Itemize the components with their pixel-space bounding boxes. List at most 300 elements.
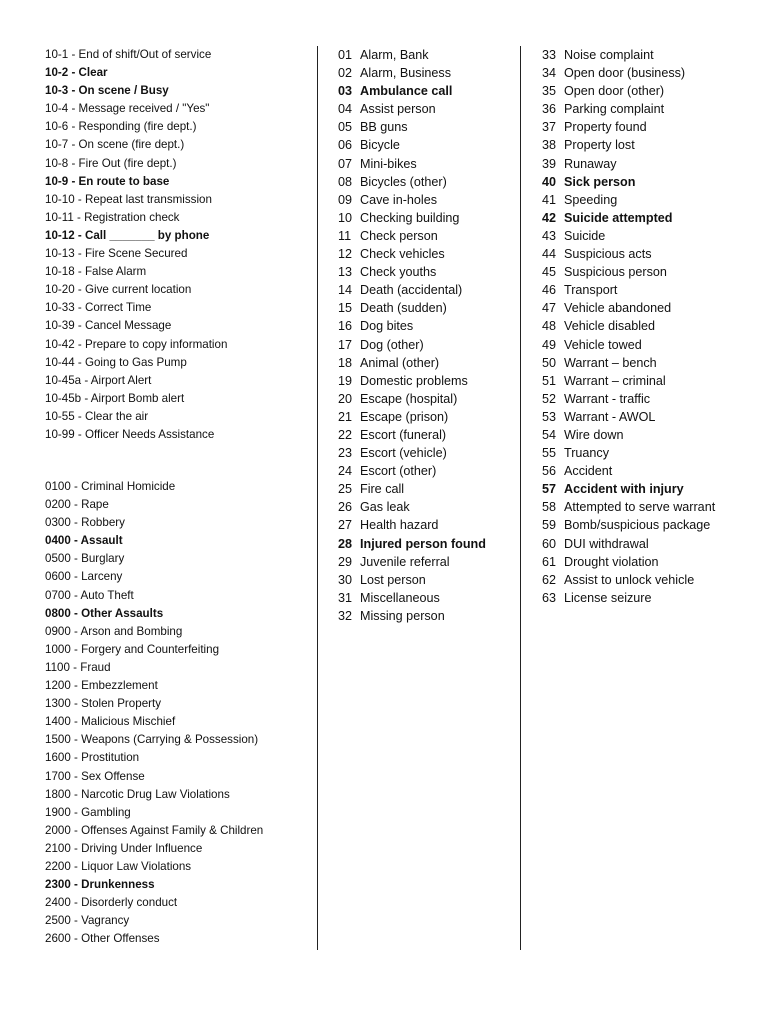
call-code-entry: [338, 263, 516, 281]
call-code-number: 04: [338, 102, 353, 117]
code-separator: -: [70, 570, 82, 584]
call-code-number: 29: [338, 554, 353, 569]
call-code-number: 34: [542, 66, 557, 81]
code-separator: -: [74, 228, 85, 242]
code-entry: [45, 281, 307, 299]
code-number: 0700: [45, 588, 71, 602]
code-entry: [45, 713, 307, 731]
code-separator: -: [70, 588, 81, 602]
call-code-number: 08: [338, 174, 353, 189]
call-code-number: 60: [542, 536, 557, 551]
call-code-number: 18: [338, 355, 353, 370]
code-entry: [45, 532, 307, 550]
code-description: Rape: [81, 498, 109, 512]
code-number: 0500: [45, 552, 71, 566]
call-code-description: Warrant – bench: [564, 355, 657, 370]
call-code-entry: [338, 607, 516, 625]
call-code-entry: [338, 173, 516, 191]
call-code-description: Gas leak: [360, 500, 410, 515]
call-code-description: Miscellaneous: [360, 590, 440, 605]
call-code-number: 54: [542, 427, 557, 442]
code-description: Correct Time: [84, 301, 152, 315]
code-number: 10-6: [45, 120, 69, 134]
call-code-number: 09: [338, 192, 353, 207]
code-description: Liquor Law Violations: [81, 859, 192, 873]
code-description: Give current location: [84, 283, 192, 297]
code-entry: [45, 191, 307, 209]
call-code-description: Juvenile referral: [360, 554, 450, 569]
code-entry: [45, 336, 307, 354]
call-code-number: 48: [542, 319, 557, 334]
call-code-number: 05: [338, 120, 353, 135]
call-code-number: 51: [542, 373, 557, 388]
offense-codes-list: [45, 478, 307, 948]
code-number: 0900: [45, 624, 71, 638]
call-code-entry: [542, 64, 762, 82]
call-code-entry: [338, 100, 516, 118]
call-code-entry: [542, 100, 762, 118]
code-description: Disorderly conduct: [81, 896, 178, 910]
call-code-description: Check person: [360, 228, 438, 243]
call-code-number: 62: [542, 572, 557, 587]
call-code-entry: [338, 553, 516, 571]
code-number: 10-99: [45, 427, 75, 441]
code-number: 1700: [45, 769, 71, 783]
code-description: Cancel Message: [84, 319, 172, 333]
code-separator: -: [70, 859, 82, 873]
call-code-description: Transport: [564, 283, 618, 298]
call-code-description: Property found: [564, 120, 647, 135]
call-code-number: 37: [542, 120, 557, 135]
call-code-description: Vehicle abandoned: [564, 301, 672, 316]
code-description: Clear the air: [84, 409, 149, 423]
code-description: On scene / Busy: [78, 84, 169, 98]
code-separator: -: [70, 715, 82, 729]
call-code-entry: [542, 408, 762, 426]
code-separator: -: [70, 516, 82, 530]
call-code-entry: [338, 299, 516, 317]
call-code-description: Dog (other): [360, 337, 424, 352]
code-number: 10-8: [45, 156, 69, 170]
call-codes-list-a: [338, 46, 516, 625]
code-entry: [45, 677, 307, 695]
code-entry: [45, 876, 307, 894]
call-code-entry: [338, 209, 516, 227]
code-description: Call _______ by phone: [84, 228, 210, 242]
code-description: Fire Out (fire dept.): [78, 156, 177, 170]
code-number: 2400: [45, 896, 71, 910]
call-code-entry: [542, 245, 762, 263]
code-entry: [45, 550, 307, 568]
call-code-entry: [338, 571, 516, 589]
call-code-description: Health hazard: [360, 518, 439, 533]
call-code-number: 58: [542, 500, 557, 515]
call-code-number: 41: [542, 192, 557, 207]
code-number: 10-20: [45, 283, 75, 297]
code-number: 1500: [45, 733, 71, 747]
call-code-number: 35: [542, 84, 557, 99]
code-separator: -: [74, 192, 85, 206]
call-code-number: 19: [338, 373, 353, 388]
code-description: Sex Offense: [81, 769, 145, 783]
call-code-entry: [542, 191, 762, 209]
call-code-description: Checking building: [360, 210, 460, 225]
call-code-description: Open door (business): [564, 66, 686, 81]
code-description: Repeat last transmission: [84, 192, 212, 206]
code-description: Prepare to copy information: [84, 337, 228, 351]
code-entry: [45, 100, 307, 118]
call-code-entry: [338, 480, 516, 498]
code-number: 1900: [45, 805, 71, 819]
code-entry: [45, 372, 307, 390]
call-code-number: 52: [542, 391, 557, 406]
call-code-entry: [542, 535, 762, 553]
call-code-number: 17: [338, 337, 353, 352]
call-code-number: 63: [542, 590, 557, 605]
call-code-number: 44: [542, 247, 557, 262]
call-code-description: Assist to unlock vehicle: [564, 572, 695, 587]
call-code-entry: [542, 426, 762, 444]
call-code-number: 27: [338, 518, 353, 533]
call-code-description: Suicide attempted: [564, 210, 673, 225]
code-separator: -: [70, 679, 82, 693]
code-description: Narcotic Drug Law Violations: [81, 787, 230, 801]
call-code-number: 59: [542, 518, 557, 533]
code-number: 2500: [45, 914, 71, 928]
column-divider: [317, 46, 318, 950]
call-code-entry: [542, 155, 762, 173]
code-separator: -: [70, 498, 82, 512]
call-code-number: 20: [338, 391, 353, 406]
code-description: Larceny: [81, 570, 123, 584]
call-code-description: BB guns: [360, 120, 408, 135]
call-code-entry: [542, 118, 762, 136]
code-separator: -: [70, 914, 82, 928]
code-number: 10-7: [45, 138, 69, 152]
code-description: Weapons (Carrying & Possession): [81, 733, 259, 747]
call-code-description: Fire call: [360, 482, 405, 497]
call-code-entry: [542, 46, 762, 64]
call-code-entry: [338, 281, 516, 299]
call-code-description: Vehicle disabled: [564, 319, 656, 334]
code-description: Officer Needs Assistance: [84, 427, 215, 441]
code-description: Malicious Mischief: [81, 715, 176, 729]
call-code-number: 47: [542, 301, 557, 316]
code-separator: -: [70, 823, 82, 837]
call-code-entry: [338, 390, 516, 408]
call-code-entry: [542, 317, 762, 335]
code-description: Other Offenses: [81, 932, 160, 946]
call-code-number: 38: [542, 138, 557, 153]
code-entry: [45, 840, 307, 858]
code-number: 10-45a: [45, 373, 82, 387]
code-description: End of shift/Out of service: [78, 48, 212, 61]
code-number: 10-10: [45, 192, 75, 206]
call-code-number: 26: [338, 500, 353, 515]
call-code-description: Sick person: [564, 174, 636, 189]
code-separator: -: [74, 337, 85, 351]
code-entry: [45, 82, 307, 100]
call-code-entry: [542, 462, 762, 480]
code-entry: [45, 299, 307, 317]
code-entry: [45, 390, 307, 408]
code-separator: -: [70, 841, 82, 855]
call-code-entry: [542, 553, 762, 571]
call-code-description: Escort (funeral): [360, 427, 447, 442]
code-entry: [45, 568, 307, 586]
code-entry: [45, 768, 307, 786]
code-number: 2300: [45, 878, 71, 892]
code-entry: [45, 227, 307, 245]
code-entry: [45, 263, 307, 281]
code-number: 10-11: [45, 210, 74, 224]
call-code-number: 31: [338, 590, 353, 605]
call-code-description: Check youths: [360, 265, 437, 280]
call-code-description: Missing person: [360, 608, 445, 623]
code-entry: [45, 173, 307, 191]
call-code-entry: [338, 64, 516, 82]
code-number: 10-2: [45, 66, 69, 80]
call-code-entry: [338, 155, 516, 173]
code-separator: -: [70, 697, 82, 711]
call-code-entry: [542, 209, 762, 227]
call-code-entry: [338, 245, 516, 263]
code-entry: [45, 245, 307, 263]
call-code-number: 50: [542, 355, 557, 370]
call-code-description: Bomb/suspicious package: [564, 518, 711, 533]
ten-codes-list: [45, 46, 307, 444]
call-code-number: 61: [542, 554, 557, 569]
code-number: 0300: [45, 516, 71, 530]
call-code-description: Property lost: [564, 138, 635, 153]
code-description: Forgery and Counterfeiting: [81, 642, 220, 656]
call-code-number: 02: [338, 66, 353, 81]
code-separator: -: [70, 878, 82, 892]
code-number: 10-13: [45, 247, 75, 261]
code-number: 10-55: [45, 409, 75, 423]
code-separator: -: [69, 660, 81, 674]
code-description: Vagrancy: [81, 914, 130, 928]
code-separator: -: [70, 624, 81, 638]
call-code-entry: [338, 498, 516, 516]
code-description: Fraud: [80, 660, 111, 674]
call-code-description: Speeding: [564, 192, 618, 207]
code-number: 0200: [45, 498, 71, 512]
call-code-description: Warrant – criminal: [564, 373, 666, 388]
code-separator: -: [81, 391, 91, 405]
code-number: 2200: [45, 859, 71, 873]
call-code-number: 36: [542, 102, 557, 117]
call-code-entry: [338, 317, 516, 335]
code-description: Airport Bomb alert: [90, 391, 185, 405]
call-code-description: Bicycles (other): [360, 174, 447, 189]
code-entry: [45, 659, 307, 677]
code-description: Drunkenness: [81, 878, 155, 892]
call-code-number: 49: [542, 337, 557, 352]
call-code-entry: [542, 336, 762, 354]
call-code-entry: [542, 354, 762, 372]
call-code-description: Lost person: [360, 572, 426, 587]
code-entry: [45, 695, 307, 713]
code-separator: -: [74, 283, 85, 297]
code-number: 1000: [45, 642, 71, 656]
call-code-description: DUI withdrawal: [564, 536, 649, 551]
call-code-description: Accident: [564, 464, 613, 479]
code-entry: [45, 912, 307, 930]
call-code-number: 30: [338, 572, 353, 587]
call-code-description: Alarm, Bank: [360, 48, 429, 62]
code-separator: -: [70, 552, 82, 566]
code-entry: [45, 136, 307, 154]
call-code-entry: [542, 299, 762, 317]
code-separator: -: [74, 355, 85, 369]
code-description: Responding (fire dept.): [78, 120, 197, 134]
call-code-description: Domestic problems: [360, 373, 468, 388]
code-description: Offenses Against Family & Children: [81, 823, 264, 837]
code-separator: -: [74, 427, 85, 441]
code-separator: -: [68, 156, 79, 170]
code-separator: -: [68, 120, 79, 134]
call-code-entry: [542, 498, 762, 516]
call-code-number: 07: [338, 156, 353, 171]
call-code-entry: [542, 390, 762, 408]
code-separator: -: [70, 733, 82, 747]
call-code-description: Dog bites: [360, 319, 414, 334]
code-separator: -: [70, 480, 82, 493]
call-code-entry: [338, 46, 516, 64]
code-entry: [45, 496, 307, 514]
code-entry: [45, 731, 307, 749]
code-entry: [45, 587, 307, 605]
call-code-number: 25: [338, 482, 353, 497]
call-code-entry: [542, 444, 762, 462]
code-entry: [45, 478, 307, 496]
code-separator: -: [70, 787, 82, 801]
code-description: En route to base: [78, 174, 170, 188]
call-code-entry: [542, 281, 762, 299]
code-entry: [45, 930, 307, 948]
call-code-description: Attempted to serve warrant: [564, 500, 716, 515]
code-description: Embezzlement: [81, 679, 158, 693]
call-code-description: Warrant - AWOL: [564, 409, 656, 424]
code-entry: [45, 317, 307, 335]
code-number: 10-18: [45, 265, 75, 279]
call-code-entry: [542, 227, 762, 245]
code-number: 0100: [45, 480, 71, 493]
code-description: False Alarm: [84, 265, 147, 279]
code-separator: -: [68, 102, 79, 116]
code-separator: -: [74, 265, 85, 279]
call-code-description: Vehicle towed: [564, 337, 642, 352]
code-description: Gambling: [81, 805, 131, 819]
code-number: 2100: [45, 841, 71, 855]
call-codes-list-b: [542, 46, 762, 607]
call-code-description: Injured person found: [360, 536, 486, 551]
code-separator: -: [68, 84, 79, 98]
code-entry: [45, 209, 307, 227]
call-code-number: 39: [542, 156, 557, 171]
call-code-entry: [542, 82, 762, 100]
call-code-number: 46: [542, 283, 557, 298]
code-number: 10-4: [45, 102, 69, 116]
call-code-number: 22: [338, 427, 353, 442]
call-code-entry: [542, 571, 762, 589]
code-number: 1300: [45, 697, 71, 711]
code-entry: [45, 118, 307, 136]
code-description: Burglary: [81, 552, 125, 566]
code-separator: -: [74, 319, 85, 333]
code-separator: -: [70, 896, 82, 910]
code-number: 1400: [45, 715, 71, 729]
call-code-entry: [338, 191, 516, 209]
call-code-number: 45: [542, 265, 557, 280]
call-code-description: Open door (other): [564, 84, 665, 99]
code-number: 10-33: [45, 301, 75, 315]
call-code-description: Suspicious person: [564, 265, 667, 280]
call-code-number: 11: [338, 228, 352, 243]
call-code-entry: [338, 444, 516, 462]
call-code-description: Death (accidental): [360, 283, 463, 298]
call-code-entry: [338, 354, 516, 372]
call-code-number: 40: [542, 174, 557, 189]
call-code-entry: [338, 589, 516, 607]
call-code-description: Cave in-holes: [360, 192, 438, 207]
call-code-entry: [338, 408, 516, 426]
call-code-number: 57: [542, 482, 557, 497]
code-entry: [45, 623, 307, 641]
code-number: 0800: [45, 606, 71, 620]
code-entry: [45, 426, 307, 444]
code-description: Assault: [80, 534, 123, 548]
call-code-description: Escort (other): [360, 464, 437, 479]
call-code-description: Drought violation: [564, 554, 659, 569]
call-code-number: 21: [338, 409, 353, 424]
call-code-number: 23: [338, 446, 353, 461]
code-description: On scene (fire dept.): [78, 138, 185, 152]
call-code-description: Accident with injury: [564, 482, 684, 497]
code-entry: [45, 641, 307, 659]
call-code-number: 03: [338, 84, 353, 99]
call-code-description: Escape (hospital): [360, 391, 458, 406]
call-code-number: 56: [542, 464, 557, 479]
call-code-entry: [338, 336, 516, 354]
call-code-number: 33: [542, 48, 557, 62]
column-divider: [520, 46, 521, 950]
call-code-number: 16: [338, 319, 353, 334]
call-code-description: Check vehicles: [360, 247, 445, 262]
code-separator: -: [68, 66, 79, 80]
call-code-entry: [542, 480, 762, 498]
call-code-description: Wire down: [564, 427, 624, 442]
code-separator: -: [68, 174, 79, 188]
call-code-number: 42: [542, 210, 557, 225]
code-separator: -: [70, 805, 82, 819]
code-separator: -: [74, 247, 85, 261]
call-code-description: Escort (vehicle): [360, 446, 447, 461]
call-code-description: Alarm, Business: [360, 66, 451, 81]
code-description: Auto Theft: [80, 588, 134, 602]
code-number: 10-39: [45, 319, 75, 333]
call-code-number: 53: [542, 409, 557, 424]
call-code-description: Ambulance call: [360, 84, 453, 99]
code-separator: -: [70, 606, 82, 620]
call-code-entry: [338, 516, 516, 534]
code-description: Other Assaults: [81, 606, 164, 620]
code-number: 1100: [45, 660, 70, 674]
code-number: 2600: [45, 932, 71, 946]
call-code-number: 14: [338, 283, 353, 298]
code-description: Clear: [78, 66, 108, 80]
